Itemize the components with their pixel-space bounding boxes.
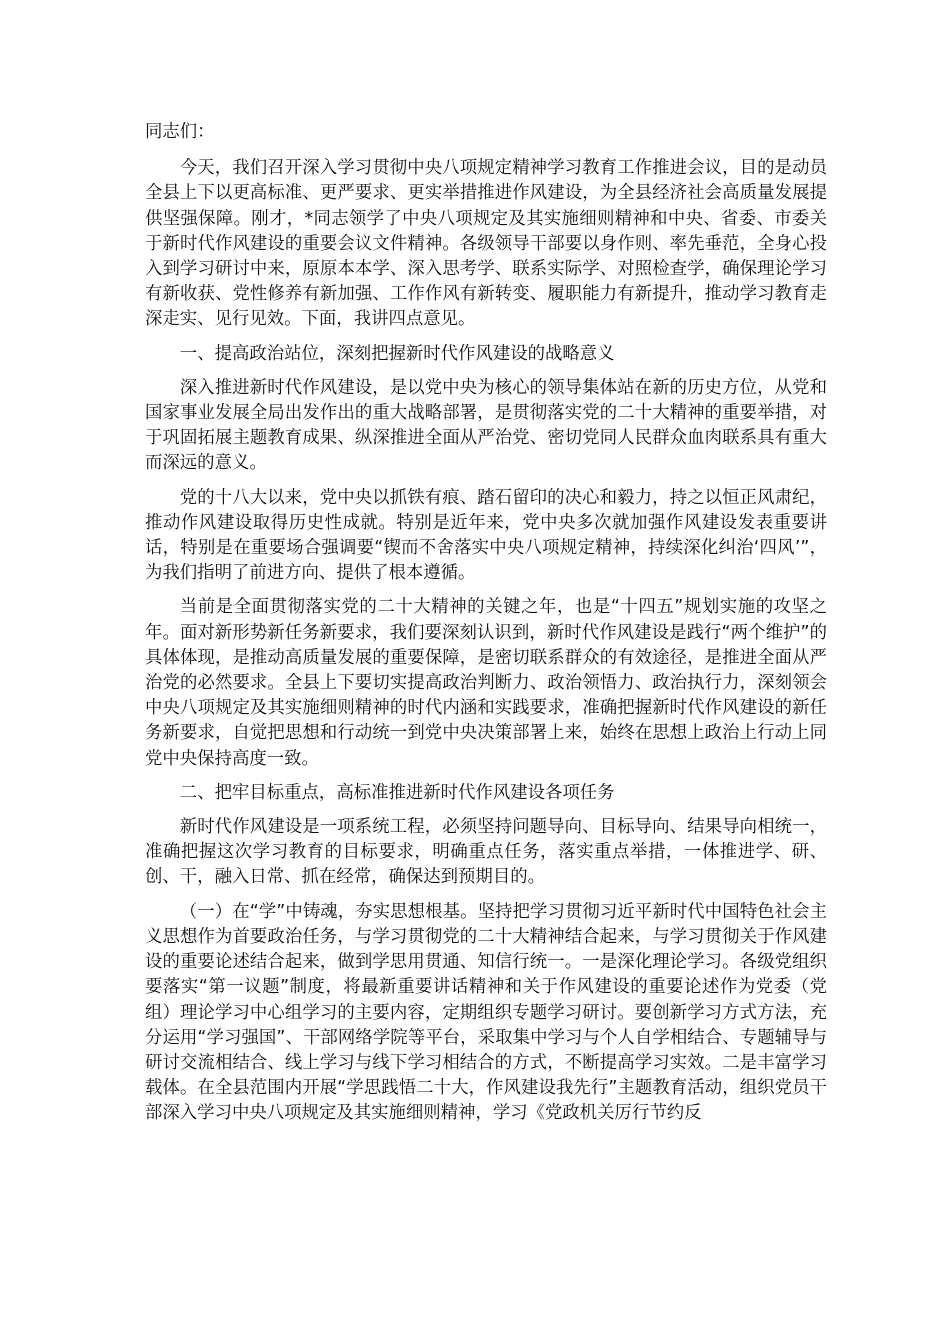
paragraph-intro: 今天，我们召开深入学习贯彻中央八项规定精神学习教育工作推进会议，目的是动员全县上下以更高标准、更严要求、更实举措推进作风建设，为全县经济社会高质量发展提供坚强保障。刚才，*同志领学了中央八项规定及其实施细则精神和中央、省委、市委关于新时代作风建设的重要会议文件精神。各级领导干部要以身作则、率先垂范，全身心投入到学习研讨中来，原原本本学、深入思考学、联系实际学、对照检查学，确保理论学习有新收获、党性修养有新加强、工作作风有新转变、履职能力有新提升，推动学习教育走深走实、见行见效。下面，我讲四点意见。 <box>145 158 827 330</box>
salutation: 同志们： <box>145 122 215 142</box>
paragraph: 党的十八大以来，党中央以抓铁有痕、踏石留印的决心和毅力，持之以恒正风肃纪，推动作风建设取得历史性成就。特别是近年来，党中央多次就加强作风建设发表重要讲话，特别是在重要场合强调要“锲而不舍落实中央八项规定精神，持续深化纠治‘四风’”，为我们指明了前进方向、提供了根本遵循。 <box>145 487 827 584</box>
paragraph: 深入推进新时代作风建设，是以党中央为核心的领导集体站在新的历史方位，从党和国家事业发展全局出发作出的重大战略部署，是贯彻落实党的二十大精神的重要举措，对于巩固拓展主题教育成果、纵深推进全面从严治党、密切党同人民群众血肉联系具有重大而深远的意义。 <box>145 377 827 474</box>
section-heading-2: 二、把牢目标重点，高标准推进新时代作风建设各项任务 <box>179 782 615 803</box>
document-body <box>145 120 827 1136</box>
paragraph: 当前是全面贯彻落实党的二十大精神的关键之年，也是“十四五”规划实施的攻坚之年。面对新形势新任务新要求，我们要深刻认识到，新时代作风建设是践行“两个维护”的具体体现，是推动高质量发展的重要保障，是密切联系群众的有效途径，是推进全面从严治党的必然要求。全县上下要切实提高政治判断力、政治领悟力、政治执行力，深刻领会中央八项规定及其实施细则精神的时代内涵和实践要求，准确把握新时代作风建设的新任务新要求，自觉把思想和行动统一到党中央决策部署上来，始终在思想上政治上行动上同党中央保持高度一致。 <box>145 597 827 769</box>
paragraph: （一）在“学”中铸魂，夯实思想根基。坚持把学习贯彻习近平新时代中国特色社会主义思想作为首要政治任务，与学习贯彻党的二十大精神结合起来，与学习贯彻关于作风建设的重要论述结合起来，做到学思用贯通、知信行统一。一是深化理论学习。各级党组织要落实“第一议题”制度，将最新重要讲话精神和关于作风建设的重要论述作为党委（党组）理论学习中心组学习的主要内容，定期组织专题学习研讨。要创新学习方式方法，充分运用“学习强国”、干部网络学院等平台，采取集中学习与个人自学相结合、专题辅导与研讨交流相结合、线上学习与线下学习相结合的方式，不断提高学习实效。二是丰富学习载体。在全县范围内开展“学思践悟二十大，作风建设我先行”主题教育活动，组织党员干部深入学习中央八项规定及其实施细则精神，学习《党政机关厉行节约反 <box>145 901 827 1124</box>
section-heading-1: 一、提高政治站位，深刻把握新时代作风建设的战略意义 <box>179 343 615 364</box>
paragraph: 新时代作风建设是一项系统工程，必须坚持问题导向、目标导向、结果导向相统一，准确把握这次学习教育的目标要求，明确重点任务，落实重点举措，一体推进学、研、创、干，融入日常、抓在经常，确保达到预期目的。 <box>145 817 827 888</box>
